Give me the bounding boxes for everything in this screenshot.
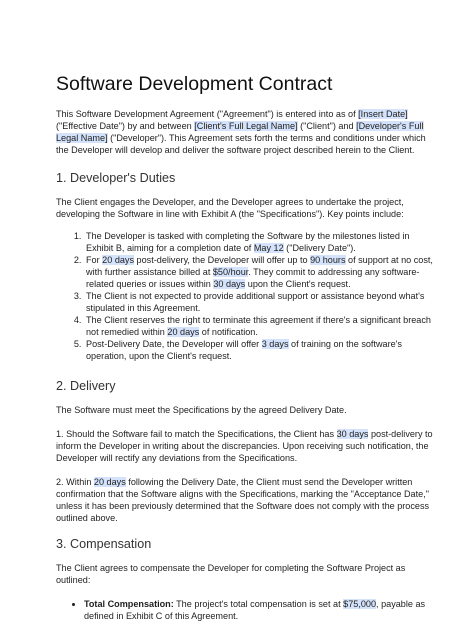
text-segment: 1. Should the Software fail to match the Specifications, the Client has	[56, 429, 337, 439]
highlighted-text: [Developer's Full Legal Name]	[56, 121, 424, 143]
text-segment: following the Delivery Date, the Client must send the Developer written confirmation that the Software aligns with the Specifications, marking the "Acceptance Date," unless it has been previously determined that the Software does not comply with the process outlined above.	[56, 477, 430, 523]
highlighted-text: 30 days	[336, 429, 369, 439]
intro-paragraph	[56, 108, 434, 156]
duties-item-4	[84, 314, 434, 338]
section-heading-delivery: 2. Delivery	[56, 379, 116, 393]
duties-list	[56, 230, 434, 362]
text-segment: . They commit to addressing any software-related queries or issues within	[86, 267, 420, 289]
text-segment: This Software Development Agreement ("Agreement") is entered into as of	[56, 109, 359, 119]
document-title: Software Development Contract	[56, 73, 333, 95]
text-segment: post-delivery to inform the Developer in writing about the discrepancies. Upon receiving such notification, the Developer will rectify any deviations from the Specifications.	[56, 429, 433, 463]
compensation-lead-paragraph: The Client agrees to compensate the Developer for completing the Software Project as outlined:	[56, 563, 406, 585]
text-segment: ("Effective Date") by and between	[56, 121, 195, 131]
text-segment: 2. Within	[56, 477, 94, 487]
text-segment: of notification.	[199, 327, 258, 337]
highlighted-text: 20 days	[167, 327, 200, 337]
duties-item-2	[84, 254, 434, 290]
text-segment: The Developer is tasked with completing the Software by the milestones listed in Exhibit B, aiming for a completion date of	[86, 231, 410, 253]
duties-lead-paragraph: The Client engages the Developer, and the Developer agrees to undertake the project, developing the Software in line with Exhibit A (the "Specifications"). Key points include:	[56, 197, 404, 219]
highlighted-text: $50/hour	[212, 267, 249, 277]
highlighted-text: $75,000	[343, 599, 377, 609]
duties-item-1	[84, 230, 434, 254]
highlighted-text: 20 days	[102, 255, 135, 265]
bold-label: Total Compensation:	[84, 599, 174, 609]
text-segment: Post-Delivery Date, the Developer will offer	[86, 339, 262, 349]
section-heading-duties: 1. Developer's Duties	[56, 171, 176, 185]
highlighted-text: May 12	[253, 243, 284, 253]
highlighted-text: 20 days	[93, 477, 126, 487]
highlighted-text: 90 hours	[310, 255, 346, 265]
highlighted-text: 3 days	[261, 339, 289, 349]
text-segment: ("Delivery Date").	[283, 243, 356, 253]
text-segment: The project's total compensation is set at	[173, 599, 344, 609]
text-segment: of training on the software's operation, upon the Client's request.	[86, 339, 402, 361]
highlighted-text: [Insert Date]	[358, 109, 408, 119]
duties-item-5	[84, 338, 434, 362]
text-segment: For	[86, 255, 103, 265]
delivery-paragraph-2	[56, 476, 434, 524]
duties-item-3	[84, 290, 434, 314]
highlighted-text: 30 days	[213, 279, 246, 289]
text-segment: The Client is not expected to provide additional support or assistance beyond what's stipulated in this Agreement.	[86, 291, 425, 313]
text-segment: upon the Client's request.	[245, 279, 351, 289]
text-segment: post-delivery, the Developer will offer up to	[134, 255, 311, 265]
text-segment: ("Client") and	[297, 121, 357, 131]
compensation-list	[56, 598, 434, 622]
highlighted-text: [Client's Full Legal Name]	[194, 121, 298, 131]
compensation-item-total	[84, 598, 434, 622]
section-heading-compensation: 3. Compensation	[56, 537, 152, 551]
delivery-lead-paragraph: The Software must meet the Specifications by the agreed Delivery Date.	[56, 405, 347, 415]
text-segment: , payable as defined in Exhibit C of this Agreement.	[84, 599, 426, 621]
text-segment: of support at no cost, with further assistance billed at	[86, 255, 433, 277]
text-segment: The Client reserves the right to terminate this agreement if there's a significant breach not remedied within	[86, 315, 431, 337]
delivery-paragraph-1	[56, 428, 434, 464]
text-segment: ("Developer"). This Agreement sets forth the terms and conditions under which the Developer will develop and deliver the software project described herein to the Client.	[56, 133, 426, 155]
